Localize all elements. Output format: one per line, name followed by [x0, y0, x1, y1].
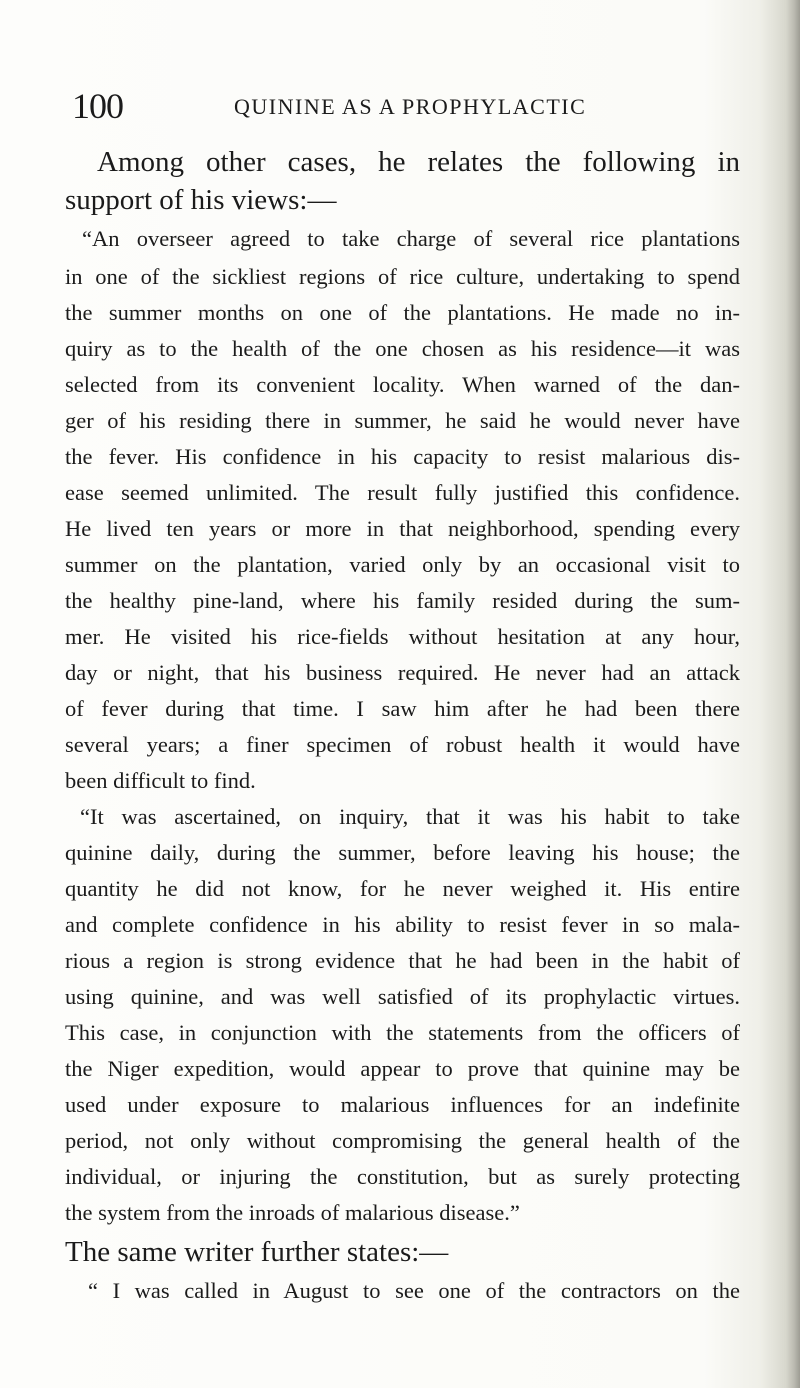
paragraph-line: the system from the inroads of malarious disease.” [65, 1200, 520, 1225]
paragraph-line: quiry as to the health of the one chosen as his residence—it was [65, 336, 740, 361]
paragraph-line: the Niger expedition, would appear to prove that quinine may be [65, 1056, 740, 1081]
page-number: 100 [72, 86, 123, 126]
paragraph-line: selected from its convenient locality. When warned of the dan- [65, 372, 740, 397]
paragraph-line: period, not only without compromising the general health of the [65, 1128, 740, 1153]
paragraph-line: using quinine, and was well satisfied of its prophylactic virtues. [65, 984, 740, 1009]
paragraph-line: in one of the sickliest regions of rice culture, undertaking to spend [65, 264, 740, 289]
paragraph-line: This case, in conjunction with the statements from the officers of [65, 1020, 740, 1045]
paragraph-line: used under exposure to malarious influences for an indefinite [65, 1092, 740, 1117]
paragraph-line: “An overseer agreed to take charge of several rice plantations [82, 226, 740, 251]
paragraph-line: the healthy pine-land, where his family resided during the sum- [65, 588, 740, 613]
paragraph-line: summer on the plantation, varied only by an occasional visit to [65, 552, 740, 577]
page-edge-shadow [786, 0, 800, 1388]
paragraph-line: “ I was called in August to see one of the contractors on the [88, 1278, 740, 1303]
paragraph-line: quinine daily, during the summer, before leaving his house; the [65, 840, 740, 865]
running-title: QUININE AS A PROPHYLACTIC [234, 94, 587, 119]
page-header [72, 86, 752, 126]
paragraph-line: ease seemed unlimited. The result fully justified this confidence. [65, 480, 740, 505]
paragraph-line: quantity he did not know, for he never weighed it. His entire [65, 876, 740, 901]
paragraph-line: “It was ascertained, on inquiry, that it was his habit to take [80, 804, 740, 829]
section-lead: The same writer further states:— [65, 1236, 449, 1268]
paragraph-line: the summer months on one of the plantations. He made no in- [65, 300, 740, 325]
paragraph-line: the fever. His confidence in his capacity to resist malarious dis- [65, 444, 740, 469]
paragraph-line: mer. He visited his rice-fields without hesitation at any hour, [65, 624, 740, 649]
paragraph-line: day or night, that his business required. He never had an attack [65, 660, 740, 685]
paragraph-line: of fever during that time. I saw him after he had been there [65, 696, 740, 721]
paragraph-line: ger of his residing there in summer, he said he would never have [65, 408, 740, 433]
intro-line: support of his views:— [65, 184, 337, 216]
paragraph-line: He lived ten years or more in that neighborhood, spending every [65, 516, 740, 541]
paragraph-line: and complete confidence in his ability to resist fever in so mala- [65, 912, 740, 937]
paragraph-line: several years; a finer specimen of robust health it would have [65, 732, 740, 757]
intro-line: Among other cases, he relates the following in [97, 146, 740, 178]
paragraph-line: been difficult to find. [65, 768, 256, 793]
paragraph-line: individual, or injuring the constitution, but as surely protecting [65, 1164, 740, 1189]
paragraph-line: rious a region is strong evidence that he had been in the habit of [65, 948, 740, 973]
